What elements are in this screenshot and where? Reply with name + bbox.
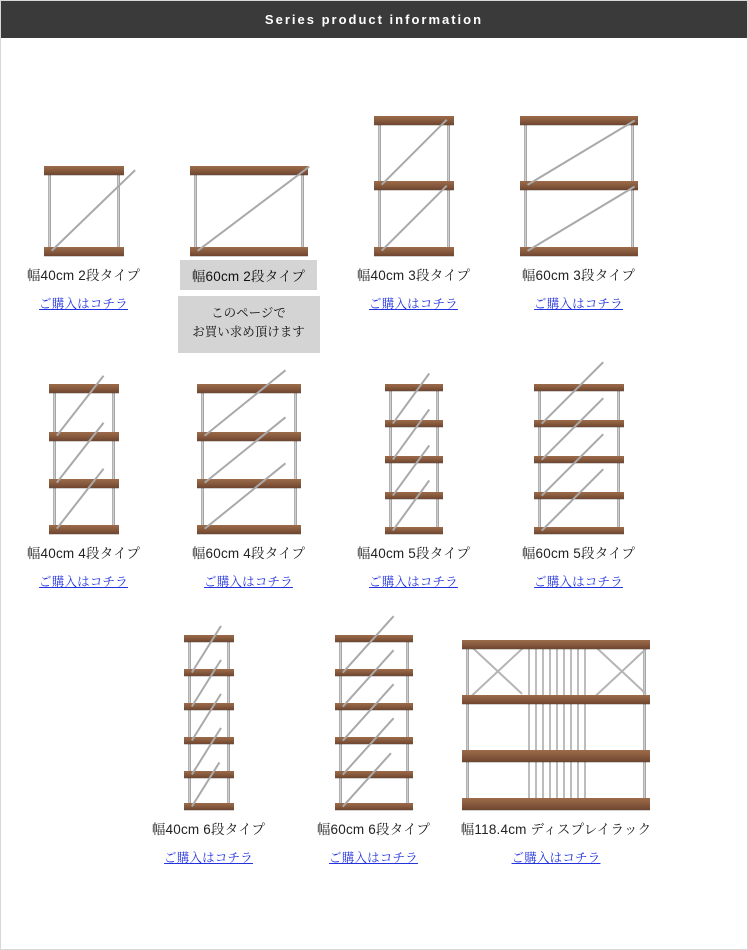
shelf-board <box>520 181 638 190</box>
shelf-frame-right <box>227 635 230 810</box>
shelf-frame-left <box>188 635 191 810</box>
product-row-2 <box>1 379 747 590</box>
product-label: 幅40cm 6段タイプ <box>151 821 266 837</box>
buy-link[interactable]: ご購入はコチラ <box>511 850 601 865</box>
buy-link[interactable]: ご購入はコチラ <box>369 297 458 311</box>
buy-link[interactable]: ご購入はコチラ <box>534 574 623 589</box>
product-image-w60-4dan <box>166 379 331 534</box>
shelf-board <box>374 247 454 256</box>
product-label: 幅60cm 6段タイプ <box>316 821 431 837</box>
product-card-w40-6dan[interactable] <box>126 630 291 866</box>
product-label: 幅40cm 2段タイプ <box>26 268 141 283</box>
shelf-board <box>197 432 301 441</box>
shelf-board <box>49 384 119 393</box>
product-image-w40-2dan <box>1 66 166 256</box>
buy-link[interactable]: ご購入はコチラ <box>164 850 253 865</box>
wire <box>556 640 558 810</box>
product-image-w60-5dan <box>496 379 661 534</box>
shelf-board <box>385 384 443 391</box>
product-label-selected: 幅60cm 2段タイプ <box>180 260 317 290</box>
wire <box>535 640 537 810</box>
buy-link[interactable]: ご購入はコチラ <box>39 574 128 589</box>
shelf-board <box>197 525 301 534</box>
shelf-frame-right <box>117 166 120 256</box>
wire <box>577 640 579 810</box>
shelf-brace <box>381 185 447 251</box>
shelf-board <box>197 384 301 393</box>
shelf-board <box>184 635 234 642</box>
product-card-w60-2dan[interactable] <box>166 66 331 353</box>
buy-link[interactable]: ご購入はコチラ <box>329 850 418 865</box>
shelf-brace <box>541 397 604 460</box>
wire <box>584 640 586 810</box>
current-page-note-line2: お買い求め頂けます <box>192 325 305 340</box>
wire <box>570 640 572 810</box>
product-card-w60-4dan[interactable] <box>166 379 331 590</box>
wire <box>542 640 544 810</box>
page-title: Series product information <box>264 12 484 27</box>
buy-link[interactable]: ご購入はコチラ <box>369 574 458 589</box>
shelf-brace <box>381 119 447 185</box>
wire <box>549 640 551 810</box>
shelf-board <box>44 166 124 175</box>
product-label: 幅118.4cm ディスプレイラック <box>460 821 652 837</box>
product-label: 幅40cm 3段タイプ <box>356 268 471 283</box>
shelf-frame-left <box>48 166 51 256</box>
buy-link[interactable]: ご購入はコチラ <box>204 574 293 589</box>
product-image-w60-6dan <box>291 630 456 810</box>
product-label: 幅40cm 4段タイプ <box>26 545 141 561</box>
product-label: 幅60cm 5段タイプ <box>521 545 636 561</box>
shelf-board <box>462 640 650 649</box>
product-grid <box>1 66 747 866</box>
page-header <box>1 1 747 38</box>
shelf-board <box>190 166 308 175</box>
shelf-brace <box>342 649 394 707</box>
current-page-note <box>178 296 320 353</box>
shelf-brace <box>541 433 604 496</box>
product-image-w60-3dan <box>496 66 661 256</box>
product-card-w40-3dan[interactable] <box>331 66 496 353</box>
shelf-frame-right <box>112 384 115 534</box>
shelf-frame-left <box>201 384 204 534</box>
shelf-board <box>197 479 301 488</box>
product-label: 幅60cm 4段タイプ <box>191 545 306 561</box>
buy-link[interactable]: ご購入はコチラ <box>534 297 623 311</box>
product-image-w60-2dan <box>166 66 331 256</box>
shelf-brace <box>342 752 392 807</box>
product-image-w40-4dan <box>1 379 166 534</box>
shelf-frame-left <box>339 635 342 810</box>
product-row-3 <box>1 630 747 866</box>
product-image-w40-3dan <box>331 66 496 256</box>
shelf-board <box>462 695 650 704</box>
shelf-frame-right <box>406 635 409 810</box>
product-card-w60-3dan[interactable] <box>496 66 661 353</box>
shelf-brace <box>541 468 604 531</box>
shelf-brace <box>342 683 394 741</box>
shelf-brace <box>527 186 635 252</box>
product-row-1 <box>1 66 747 353</box>
shelf-brace <box>197 166 310 252</box>
shelf-frame-right <box>294 384 297 534</box>
product-card-display-rack[interactable] <box>456 630 656 866</box>
shelf-board <box>534 527 624 534</box>
wire <box>563 640 565 810</box>
product-label: 幅60cm 3段タイプ <box>521 268 636 283</box>
shelf-brace <box>56 468 104 529</box>
shelf-brace <box>342 615 394 673</box>
product-card-w40-2dan[interactable] <box>1 66 166 353</box>
product-image-display-rack <box>456 630 656 810</box>
product-card-w40-4dan[interactable] <box>1 379 166 590</box>
product-image-w40-6dan <box>126 630 291 810</box>
current-page-note-line1: このページで <box>211 306 286 320</box>
shelf-brace <box>527 120 635 186</box>
product-card-w60-6dan[interactable] <box>291 630 456 866</box>
shelf-frame-left <box>53 384 56 534</box>
shelf-board <box>462 750 650 762</box>
product-card-w60-5dan[interactable] <box>496 379 661 590</box>
wire <box>528 640 530 810</box>
product-label: 幅40cm 5段タイプ <box>356 545 471 561</box>
shelf-frame-left <box>194 166 197 256</box>
shelf-brace <box>541 361 604 424</box>
buy-link[interactable]: ご購入はコチラ <box>39 297 128 311</box>
shelf-brace <box>51 169 136 251</box>
shelf-brace <box>342 717 394 775</box>
product-image-w40-5dan <box>331 379 496 534</box>
shelf-board <box>462 798 650 810</box>
shelf-board <box>190 247 308 256</box>
shelf-frame-right <box>301 166 304 256</box>
product-card-w40-5dan[interactable] <box>331 379 496 590</box>
shelf-board <box>520 247 638 256</box>
shelf-board <box>520 116 638 125</box>
